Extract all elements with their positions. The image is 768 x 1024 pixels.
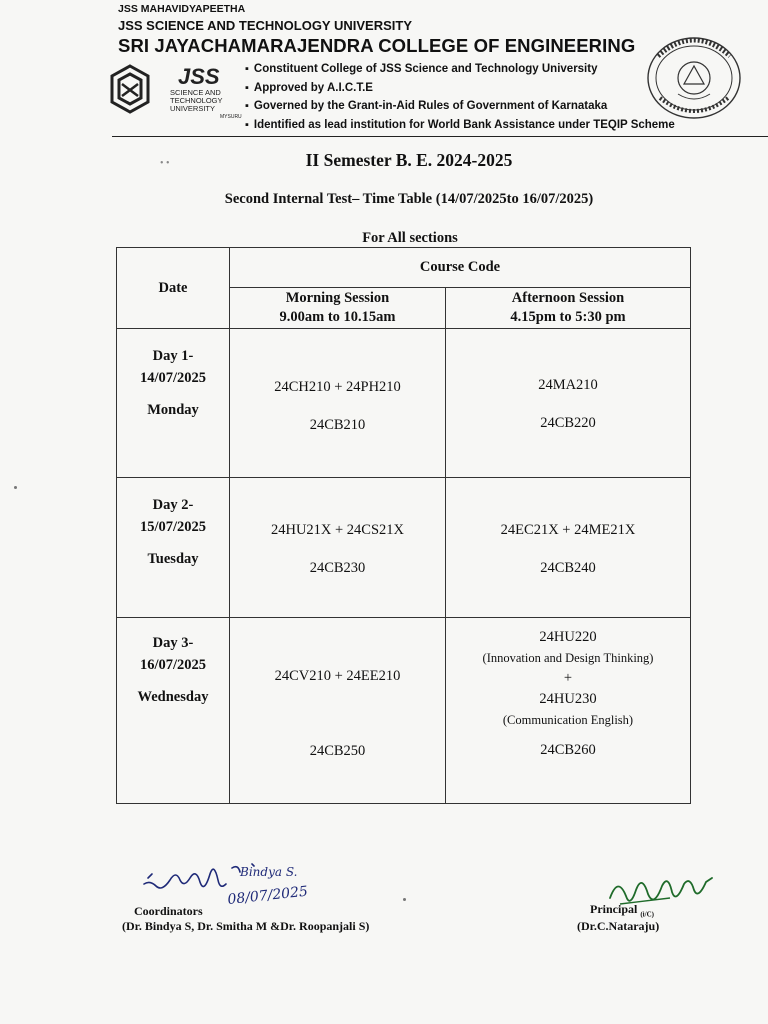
- course-code: 24CH210 + 24PH210: [274, 379, 401, 395]
- header-divider: [112, 136, 768, 137]
- course-code: 24CB250: [309, 743, 366, 759]
- sections-title: For All sections: [362, 230, 458, 246]
- signature-name: Bindya S.: [240, 865, 298, 879]
- afternoon-cell: [446, 478, 691, 618]
- day-date: 16/07/2025: [139, 657, 207, 673]
- day-date: 15/07/2025: [139, 519, 207, 535]
- day-label: Day 2-: [152, 497, 194, 513]
- accreditation-list: [245, 60, 675, 134]
- day-weekday: Monday: [147, 402, 199, 418]
- course-code: 24CB260: [540, 742, 596, 758]
- morning-session-header: [230, 288, 446, 329]
- date-cell: [117, 478, 230, 618]
- course-code: 24HU230: [539, 691, 597, 707]
- day-label: Day 1-: [152, 348, 194, 364]
- semester-title: II Semester B. E. 2024-2025: [305, 150, 513, 170]
- timetable: [116, 247, 691, 804]
- accreditation-item: ▪ Constituent College of JSS Science and Technology University: [245, 60, 675, 79]
- principal-suffix: (i/C): [640, 910, 654, 919]
- coordinator-signature: [140, 850, 350, 910]
- course-code: 24HU21X + 24CS21X: [270, 521, 405, 538]
- day-label: Day 3-: [152, 635, 194, 651]
- accreditation-item: ▪ Identified as lead institution for World Bank Assistance under TEQIP Scheme: [245, 116, 675, 135]
- course-code: 24EC21X + 24ME21X: [500, 521, 636, 538]
- table-row: [117, 478, 691, 618]
- course-code: 24CB210: [309, 417, 366, 433]
- scan-speck: • •: [160, 158, 170, 169]
- accreditation-item: ▪ Approved by A.I.C.T.E: [245, 79, 675, 98]
- principal-name: (Dr.C.Nataraju): [577, 919, 660, 933]
- course-code-header: Course Code: [230, 248, 691, 288]
- afternoon-cell: [446, 618, 691, 804]
- logo-subtext-1: SCIENCE AND: [170, 88, 221, 97]
- scan-speck: [403, 898, 406, 901]
- signature-date: 08/07/2025: [226, 883, 309, 908]
- date-cell: [117, 618, 230, 804]
- course-name: (Innovation and Design Thinking): [482, 651, 654, 665]
- afternoon-session-label: Afternoon Session: [511, 290, 625, 306]
- day-weekday: Tuesday: [147, 551, 199, 567]
- logo-text: JSS: [178, 64, 220, 89]
- day-date: 14/07/2025: [139, 370, 207, 386]
- jss-logo: [108, 62, 243, 122]
- scan-speck: [14, 486, 17, 489]
- table-row: [117, 618, 691, 804]
- college-seal: [638, 26, 750, 126]
- course-code: 24CB220: [540, 415, 596, 431]
- course-code: 24CB230: [309, 559, 366, 576]
- afternoon-cell: [446, 329, 691, 478]
- course-code: 24MA210: [538, 377, 598, 393]
- plus-sign: +: [563, 670, 573, 686]
- morning-cell: [230, 618, 446, 804]
- college-name: SRI JAYACHAMARAJENDRA COLLEGE OF ENGINEERING: [118, 35, 636, 56]
- logo-subtext-2: TECHNOLOGY: [170, 96, 223, 105]
- university-name: JSS SCIENCE AND TECHNOLOGY UNIVERSITY: [118, 18, 412, 33]
- morning-cell: [230, 329, 446, 478]
- test-title: Second Internal Test– Time Table (14/07/2025to 16/07/2025): [224, 191, 594, 207]
- accreditation-item: ▪ Governed by the Grant-in-Aid Rules of Government of Karnataka: [245, 97, 675, 116]
- date-cell: [117, 329, 230, 478]
- coordinators-names: (Dr. Bindya S, Dr. Smitha M &Dr. Roopanjali S): [122, 919, 370, 933]
- morning-cell: [230, 478, 446, 618]
- principal-label: [590, 902, 654, 918]
- org-name: JSS MAHAVIDYAPEETHA: [118, 3, 246, 15]
- morning-session-time: 9.00am to 10.15am: [279, 309, 396, 325]
- logo-place: MYSURU: [220, 114, 242, 120]
- course-code: 24CV210 + 24EE210: [274, 668, 401, 684]
- coordinators-label: Coordinators: [134, 904, 203, 918]
- date-header: Date: [117, 248, 230, 329]
- afternoon-session-time: 4.15pm to 5:30 pm: [510, 309, 626, 325]
- principal-label-text: Principal: [590, 902, 638, 916]
- course-name: (Communication English): [502, 713, 634, 727]
- morning-session-label: Morning Session: [285, 290, 390, 306]
- course-code: 24HU220: [539, 629, 597, 645]
- table-row: [117, 329, 691, 478]
- logo-subtext-3: UNIVERSITY: [170, 104, 216, 113]
- afternoon-session-header: [446, 288, 691, 329]
- course-code: 24CB240: [540, 559, 596, 576]
- day-weekday: Wednesday: [137, 689, 209, 705]
